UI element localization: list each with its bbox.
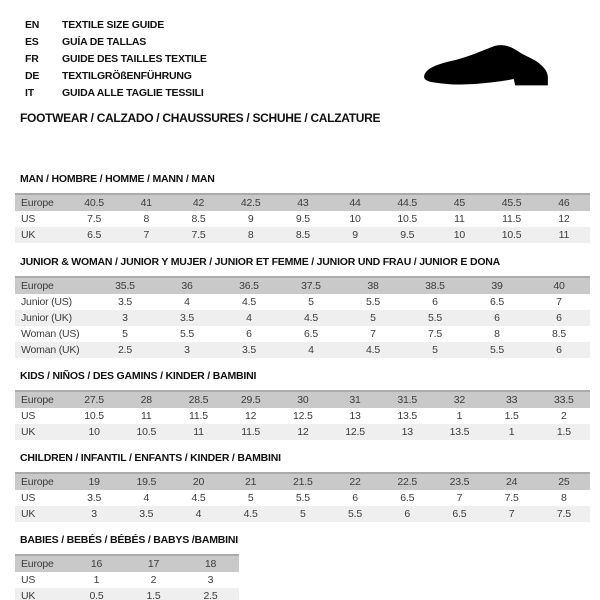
size-cell: 4	[280, 342, 342, 358]
row-label: Woman (UK)	[15, 342, 94, 358]
size-cell: 17	[125, 555, 182, 572]
row-label: UK	[15, 424, 68, 440]
size-row-uk	[15, 506, 590, 522]
size-cell: 9	[329, 227, 381, 243]
size-cell: 6	[381, 506, 433, 522]
size-cell: 21.5	[277, 473, 329, 490]
size-cell: 10.5	[120, 424, 172, 440]
section-title-kids: KIDS / NIÑOS / DES GAMINS / KINDER / BAMBINI	[20, 370, 257, 382]
row-label: Woman (US)	[15, 326, 94, 342]
size-cell: 3.5	[120, 506, 172, 522]
row-label: Europe	[15, 277, 94, 294]
size-cell: 43	[277, 194, 329, 211]
size-cell: 39	[466, 277, 528, 294]
size-cell: 19.5	[120, 473, 172, 490]
size-row-europe	[15, 555, 239, 572]
language-code: IT	[25, 86, 34, 99]
size-cell: 9.5	[381, 227, 433, 243]
size-cell: 35.5	[94, 277, 156, 294]
size-cell: 10.5	[381, 211, 433, 227]
size-cell: 5	[225, 490, 277, 506]
size-cell: 5	[280, 294, 342, 310]
category-title: FOOTWEAR / CALZADO / CHAUSSURES / SCHUHE / CALZATURE	[20, 111, 381, 125]
language-label: TEXTILE SIZE GUIDE	[62, 18, 164, 31]
size-cell: 6	[218, 326, 280, 342]
row-label: Europe	[15, 473, 68, 490]
size-cell: 5	[404, 342, 466, 358]
size-table-children	[15, 472, 590, 522]
size-cell: 7.5	[404, 326, 466, 342]
size-cell: 11	[172, 424, 224, 440]
size-cell: 3.5	[218, 342, 280, 358]
size-row-uk	[15, 588, 239, 600]
size-cell: 11.5	[486, 211, 538, 227]
size-cell: 25	[538, 473, 590, 490]
size-cell: 28.5	[172, 391, 224, 408]
size-cell: 6.5	[280, 326, 342, 342]
size-cell: 13.5	[433, 424, 485, 440]
size-cell: 8.5	[528, 326, 590, 342]
size-cell: 40	[528, 277, 590, 294]
size-cell: 7.5	[486, 490, 538, 506]
size-cell: 11	[538, 227, 590, 243]
size-row-europe	[15, 277, 590, 294]
size-row-us	[15, 211, 590, 227]
size-cell: 5.5	[277, 490, 329, 506]
size-cell: 33	[486, 391, 538, 408]
size-cell: 36	[156, 277, 218, 294]
size-cell: 12.5	[329, 424, 381, 440]
row-label: Junior (US)	[15, 294, 94, 310]
language-code: ES	[25, 35, 39, 48]
size-cell: 44	[329, 194, 381, 211]
size-cell: 8.5	[172, 211, 224, 227]
size-row-europe	[15, 194, 590, 211]
size-cell: 27.5	[68, 391, 120, 408]
size-section-children	[15, 452, 600, 522]
row-label: Europe	[15, 194, 68, 211]
size-cell: 23.5	[433, 473, 485, 490]
language-label: GUÍA DE TALLAS	[62, 35, 147, 48]
size-cell: 6.5	[466, 294, 528, 310]
size-row-us	[15, 490, 590, 506]
size-cell: 33.5	[538, 391, 590, 408]
size-row-junior-us	[15, 294, 590, 310]
dress-shoe-icon	[398, 32, 574, 96]
size-cell: 7	[486, 506, 538, 522]
size-cell: 5.5	[342, 294, 404, 310]
size-cell: 30	[277, 391, 329, 408]
size-cell: 4	[120, 490, 172, 506]
size-cell: 22.5	[381, 473, 433, 490]
size-cell: 8	[225, 227, 277, 243]
size-cell: 20	[172, 473, 224, 490]
row-label: US	[15, 490, 68, 506]
size-cell: 8	[538, 490, 590, 506]
size-cell: 1	[486, 424, 538, 440]
size-cell: 12.5	[277, 408, 329, 424]
size-cell: 2	[538, 408, 590, 424]
size-cell: 7	[433, 490, 485, 506]
row-label: Europe	[15, 391, 68, 408]
size-cell: 5.5	[329, 506, 381, 522]
size-table-junior-woman	[15, 276, 590, 358]
size-section-babies	[15, 534, 600, 600]
size-cell: 3	[94, 310, 156, 326]
size-cell: 1	[433, 408, 485, 424]
size-cell: 10.5	[486, 227, 538, 243]
language-label: GUIDE DES TAILLES TEXTILE	[62, 52, 207, 65]
size-cell: 5	[277, 506, 329, 522]
size-cell: 45.5	[486, 194, 538, 211]
size-cell: 13	[381, 424, 433, 440]
size-table-kids	[15, 390, 590, 440]
size-cell: 13.5	[381, 408, 433, 424]
section-title-children: CHILDREN / INFANTIL / ENFANTS / KINDER / BAMBINI	[20, 452, 281, 464]
size-cell: 9.5	[277, 211, 329, 227]
size-row-europe	[15, 391, 590, 408]
language-code: EN	[25, 18, 40, 31]
size-row-europe	[15, 473, 590, 490]
size-cell: 5	[94, 326, 156, 342]
row-label: Europe	[15, 555, 68, 572]
size-cell: 32	[433, 391, 485, 408]
size-cell: 5	[342, 310, 404, 326]
size-cell: 11.5	[225, 424, 277, 440]
size-cell: 4	[218, 310, 280, 326]
size-section-kids	[15, 370, 600, 440]
size-cell: 16	[68, 555, 125, 572]
size-cell: 7.5	[68, 211, 120, 227]
size-cell: 12	[225, 408, 277, 424]
size-cell: 12	[538, 211, 590, 227]
size-cell: 46	[538, 194, 590, 211]
size-cell: 3	[156, 342, 218, 358]
size-cell: 37.5	[280, 277, 342, 294]
size-cell: 42.5	[225, 194, 277, 211]
size-cell: 10.5	[68, 408, 120, 424]
size-cell: 5.5	[404, 310, 466, 326]
size-section-junior-woman	[15, 256, 600, 358]
size-section-man	[15, 173, 600, 243]
size-cell: 3.5	[156, 310, 218, 326]
row-label: UK	[15, 588, 68, 600]
size-cell: 24	[486, 473, 538, 490]
size-cell: 8	[466, 326, 528, 342]
size-cell: 10	[433, 227, 485, 243]
size-cell: 2.5	[94, 342, 156, 358]
section-title-junior-woman: JUNIOR & WOMAN / JUNIOR Y MUJER / JUNIOR ET FEMME / JUNIOR UND FRAU / JUNIOR E DONA	[20, 256, 501, 268]
size-cell: 31	[329, 391, 381, 408]
row-label: UK	[15, 506, 68, 522]
size-cell: 44.5	[381, 194, 433, 211]
size-cell: 5.5	[466, 342, 528, 358]
size-cell: 7	[342, 326, 404, 342]
size-cell: 1	[68, 572, 125, 588]
size-cell: 3.5	[94, 294, 156, 310]
size-cell: 6	[404, 294, 466, 310]
size-cell: 11.5	[172, 408, 224, 424]
size-row-woman-us	[15, 326, 590, 342]
row-label: UK	[15, 227, 68, 243]
size-cell: 45	[433, 194, 485, 211]
size-cell: 6	[466, 310, 528, 326]
size-cell: 4.5	[280, 310, 342, 326]
size-table-babies	[15, 554, 239, 600]
size-cell: 4	[172, 506, 224, 522]
size-cell: 21	[225, 473, 277, 490]
size-cell: 22	[329, 473, 381, 490]
size-cell: 6	[528, 342, 590, 358]
row-label: US	[15, 408, 68, 424]
size-cell: 0.5	[68, 588, 125, 600]
size-row-woman-uk	[15, 342, 590, 358]
size-cell: 40.5	[68, 194, 120, 211]
size-cell: 1.5	[125, 588, 182, 600]
size-cell: 6.5	[433, 506, 485, 522]
size-cell: 41	[120, 194, 172, 211]
size-row-uk	[15, 227, 590, 243]
section-title-man: MAN / HOMBRE / HOMME / MANN / MAN	[20, 173, 215, 185]
size-cell: 4.5	[342, 342, 404, 358]
size-cell: 1.5	[538, 424, 590, 440]
row-label: Junior (UK)	[15, 310, 94, 326]
size-cell: 38.5	[404, 277, 466, 294]
size-cell: 3.5	[68, 490, 120, 506]
size-cell: 12	[277, 424, 329, 440]
size-cell: 28	[120, 391, 172, 408]
section-title-babies: BABIES / BEBÉS / BÉBÉS / BABYS /BAMBINI	[20, 534, 238, 546]
size-cell: 31.5	[381, 391, 433, 408]
size-cell: 5.5	[156, 326, 218, 342]
size-cell: 29.5	[225, 391, 277, 408]
size-cell: 10	[68, 424, 120, 440]
size-cell: 4	[156, 294, 218, 310]
size-table-man	[15, 193, 590, 243]
size-row-us	[15, 572, 239, 588]
size-row-uk	[15, 424, 590, 440]
size-cell: 4.5	[172, 490, 224, 506]
language-code: DE	[25, 69, 40, 82]
size-cell: 4.5	[225, 506, 277, 522]
size-cell: 6	[329, 490, 381, 506]
size-cell: 7	[120, 227, 172, 243]
row-label: US	[15, 211, 68, 227]
language-code: FR	[25, 52, 39, 65]
size-cell: 18	[182, 555, 239, 572]
size-cell: 6	[528, 310, 590, 326]
size-cell: 7.5	[172, 227, 224, 243]
language-label: GUIDA ALLE TAGLIE TESSILI	[62, 86, 204, 99]
size-cell: 11	[120, 408, 172, 424]
size-cell: 19	[68, 473, 120, 490]
size-cell: 4.5	[218, 294, 280, 310]
size-cell: 8.5	[277, 227, 329, 243]
size-cell: 38	[342, 277, 404, 294]
size-cell: 9	[225, 211, 277, 227]
size-cell: 3	[182, 572, 239, 588]
size-cell: 36.5	[218, 277, 280, 294]
size-cell: 2.5	[182, 588, 239, 600]
size-cell: 6.5	[68, 227, 120, 243]
size-cell: 42	[172, 194, 224, 211]
language-row-en	[25, 16, 600, 33]
size-cell: 13	[329, 408, 381, 424]
size-cell: 8	[120, 211, 172, 227]
size-cell: 2	[125, 572, 182, 588]
size-cell: 1.5	[486, 408, 538, 424]
size-cell: 10	[329, 211, 381, 227]
size-row-junior-uk	[15, 310, 590, 326]
size-cell: 6.5	[381, 490, 433, 506]
language-label: TEXTILGRÖßENFÜHRUNG	[62, 69, 192, 82]
size-row-us	[15, 408, 590, 424]
size-cell: 7	[528, 294, 590, 310]
row-label: US	[15, 572, 68, 588]
size-cell: 11	[433, 211, 485, 227]
size-cell: 7.5	[538, 506, 590, 522]
size-cell: 3	[68, 506, 120, 522]
